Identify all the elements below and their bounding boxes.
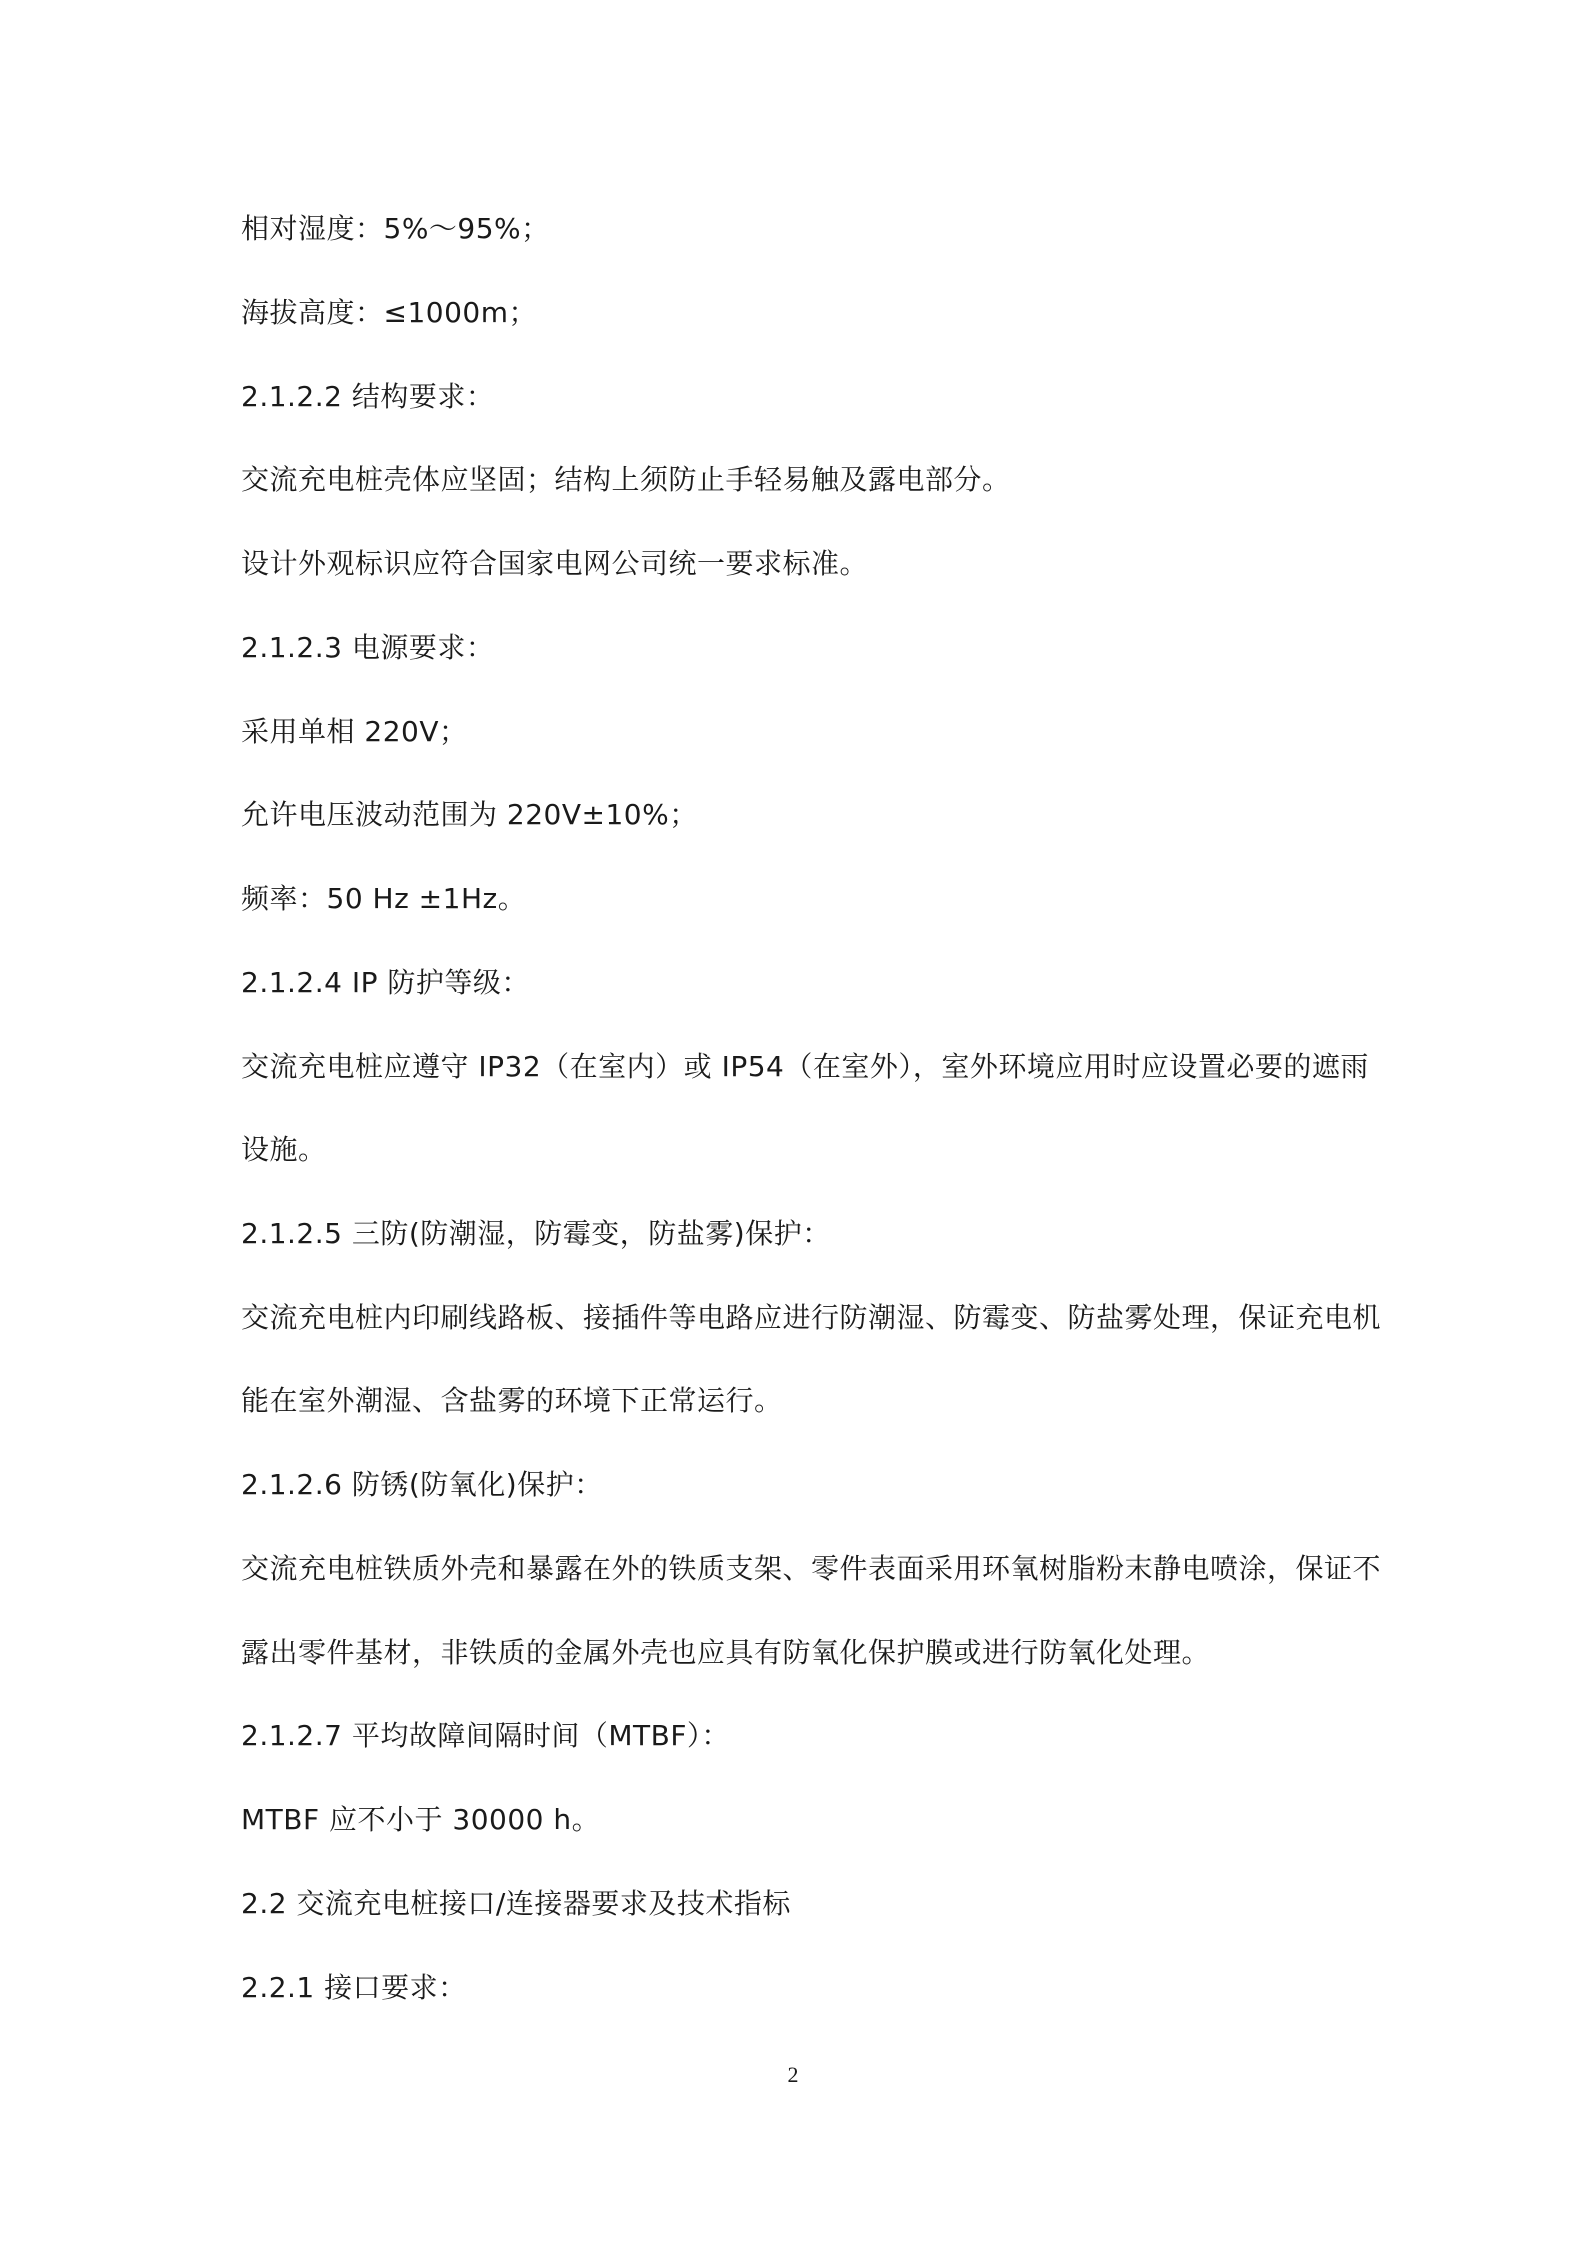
power-frequency-line: 频率：50 Hz ±1Hz。 bbox=[241, 882, 527, 915]
three-proof-paragraph-line-2: 能在室外潮湿、含盐雾的环境下正常运行。 bbox=[241, 1384, 783, 1417]
three-proof-paragraph-line-1: 交流充电桩内印刷线路板、接插件等电路应进行防潮湿、防霉变、防盐雾处理，保证充电机 bbox=[241, 1301, 1382, 1334]
structure-paragraph-2: 设计外观标识应符合国家电网公司统一要求标准。 bbox=[241, 547, 869, 580]
mtbf-line: MTBF 应不小于 30000 h。 bbox=[241, 1803, 601, 1836]
section-heading-2-2: 2.2 交流充电桩接口/连接器要求及技术指标 bbox=[241, 1887, 791, 1920]
structure-paragraph-1: 交流充电桩壳体应坚固；结构上须防止手轻易触及露电部分。 bbox=[241, 463, 1011, 496]
section-heading-2-1-2-4: 2.1.2.4 IP 防护等级： bbox=[241, 966, 530, 999]
section-heading-2-1-2-7: 2.1.2.7 平均故障间隔时间（MTBF）： bbox=[241, 1719, 730, 1752]
anti-rust-paragraph-line-1: 交流充电桩铁质外壳和暴露在外的铁质支架、零件表面采用环氧树脂粉末静电喷涂，保证不 bbox=[241, 1552, 1382, 1585]
power-voltage-range-line: 允许电压波动范围为 220V±10%； bbox=[241, 798, 698, 831]
page-number: 2 bbox=[787, 2062, 799, 2087]
section-heading-2-1-2-3: 2.1.2.3 电源要求： bbox=[241, 631, 495, 664]
ip-paragraph-line-1: 交流充电桩应遵守 IP32（在室内）或 IP54（在室外），室外环境应用时应设置必要的遮雨 bbox=[241, 1050, 1369, 1083]
anti-rust-paragraph-line-2: 露出零件基材，非铁质的金属外壳也应具有防氧化保护膜或进行防氧化处理。 bbox=[241, 1636, 1211, 1669]
section-heading-2-1-2-2: 2.1.2.2 结构要求： bbox=[241, 380, 495, 413]
ip-paragraph-line-2: 设施。 bbox=[241, 1133, 327, 1166]
section-heading-2-1-2-6: 2.1.2.6 防锈(防氧化)保护： bbox=[241, 1468, 603, 1501]
section-heading-2-2-1: 2.2.1 接口要求： bbox=[241, 1971, 467, 2004]
power-single-phase-line: 采用单相 220V； bbox=[241, 715, 468, 748]
section-heading-2-1-2-5: 2.1.2.5 三防(防潮湿，防霉变，防盐雾)保护： bbox=[241, 1217, 831, 1250]
altitude-line: 海拔高度：≤1000m； bbox=[241, 296, 537, 329]
humidity-line: 相对湿度：5%～95%； bbox=[241, 212, 550, 245]
